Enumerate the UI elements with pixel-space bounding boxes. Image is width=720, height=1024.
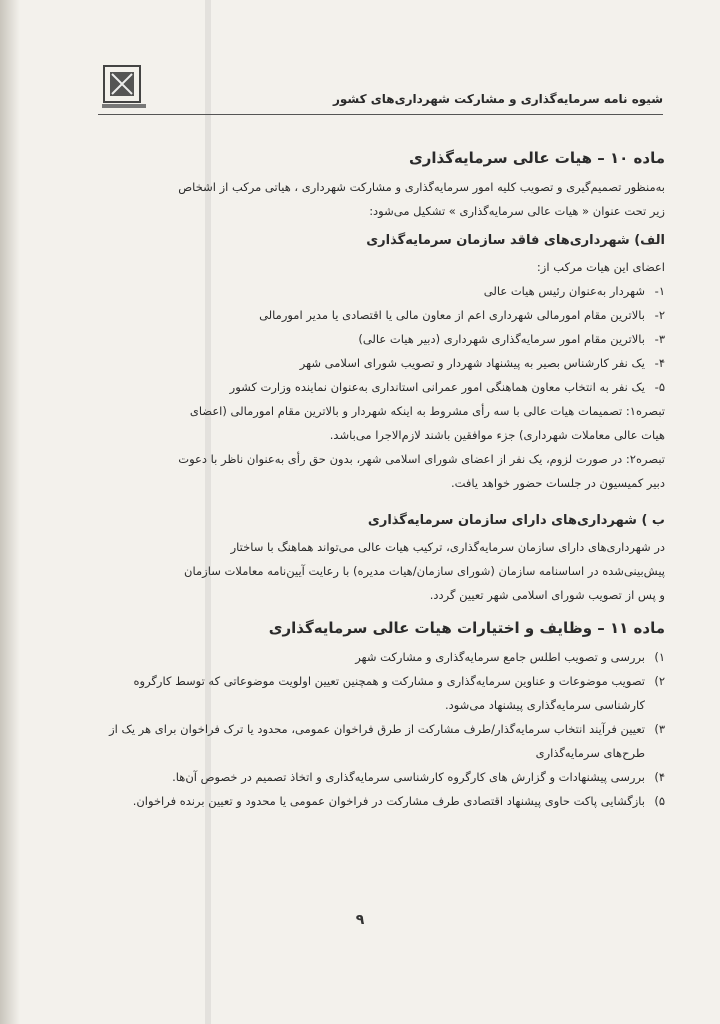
list-item-text: شهردار به‌عنوان رئیس هیات عالی <box>483 284 645 298</box>
header-title: شیوه نامه سرمایه‌گذاری و مشارکت شهرداری‌های کشور <box>332 92 663 106</box>
list-item-number: ۱- <box>654 284 665 298</box>
list-item-number: ۳) <box>654 722 665 736</box>
list-item <box>95 765 665 789</box>
article-10-intro-line-1: به‌منظور تصمیم‌گیری و تصویب کلیه امور سرمایه‌گذاری و مشارکت شهرداری ، هیاتی مرکب از اشخاص <box>178 180 665 194</box>
list-item-text: یک نفر به انتخاب معاون هماهنگی امور عمرانی استانداری به‌عنوان نماینده وزارت کشور <box>229 380 645 394</box>
duties-list <box>95 645 665 813</box>
note-2-line-1: تبصره۲: در صورت لزوم، یک نفر از اعضای شورای اسلامی شهر، بدون حق رأی به‌عنوان ناظر با دعوت <box>178 452 665 466</box>
list-item-text: بررسی پیشنهادات و گزارش های کارگروه کارشناسی سرمایه‌گذاری و اتخاذ تصمیم در خصوص آن‌ها. <box>172 770 645 784</box>
list-item <box>95 789 665 813</box>
members-intro: اعضای این هیات مرکب از: <box>536 260 665 274</box>
spacer <box>95 495 665 503</box>
page-number: ۹ <box>355 912 365 928</box>
list-item-text: بالاترین مقام امورمالی شهرداری اعم از معاون مالی یا اقتصادی یا مدیر امورمالی <box>259 308 645 322</box>
note-1-line-2: هیات عالی معاملات شهرداری) جزء موافقین باشند لازم‌الاجرا می‌باشد. <box>329 428 665 442</box>
list-item-text: بررسی و تصویب اطلس جامع سرمایه‌گذاری و مشارکت شهر <box>355 650 645 664</box>
note-1-line-1: تبصره۱: تصمیمات هیات عالی با سه رأی مشروط به اینکه شهردار و بالاترین مقام امورمالی (اعضای <box>189 404 665 418</box>
members-list <box>95 279 665 399</box>
list-item-number: ۳- <box>654 332 665 346</box>
header-divider <box>98 114 663 115</box>
list-item <box>95 375 665 399</box>
list-item-number: ۵) <box>654 794 665 808</box>
section-a-title: الف) شهرداری‌های فاقد سازمان سرمایه‌گذاری <box>366 233 665 248</box>
list-item-number: ۵- <box>654 380 665 394</box>
list-item-number: ۲) <box>654 674 665 688</box>
note-2-line-2: دبیر کمیسیون در جلسات حضور خواهد یافت. <box>450 476 665 490</box>
list-item-text: تصویب موضوعات و عناوین سرمایه‌گذاری و مشارکت و همچنین تعیین اولویت موضوعاتی که توسط کارگروه کارشناسی سرمایه‌گذاری پیشنهاد می‌شود. <box>133 674 645 712</box>
list-item-number: ۲- <box>654 308 665 322</box>
list-item-number: ۱) <box>654 650 665 664</box>
list-item-text: بازگشایی پاکت حاوی پیشنهاد اقتصادی طرف مشارکت در فراخوان عمومی یا محدود و تعیین برنده فراخوان. <box>132 794 645 808</box>
article-11-title: ماده ۱۱ – وظایف و اختیارات هیات عالی سرمایه‌گذاری <box>268 619 665 637</box>
municipality-logo <box>98 62 150 114</box>
list-item-text: تعیین فرآیند انتخاب سرمایه‌گذار/طرف مشارکت از طرق فراخوان عمومی، محدود یا ترک فراخوان برای هر یک از طرح‌های سرمایه‌گذاری <box>109 722 645 760</box>
section-b-line-3: و پس از تصویب شورای اسلامی شهر تعیین گردد. <box>429 588 665 602</box>
list-item-text: بالاترین مقام امور سرمایه‌گذاری شهرداری (دبیر هیات عالی) <box>358 332 645 346</box>
article-10-intro-line-2: زیر تحت عنوان « هیات عالی سرمایه‌گذاری » تشکیل می‌شود: <box>369 204 665 218</box>
list-item <box>95 279 665 303</box>
list-item-number: ۴) <box>654 770 665 784</box>
spacer <box>95 607 665 615</box>
list-item-number: ۴- <box>654 356 665 370</box>
page-header <box>98 62 663 122</box>
section-b-line-1: در شهرداری‌های دارای سازمان سرمایه‌گذاری، ترکیب هیات عالی می‌تواند هماهنگ با ساختار <box>230 540 665 554</box>
section-b-line-2: پیش‌بینی‌شده در اساسنامه سازمان (شورای سازمان/هیات مدیره) با رعایت آیین‌نامه معاملات سازمان <box>184 564 665 578</box>
section-b-title: ب ) شهرداری‌های دارای سازمان سرمایه‌گذاری <box>367 513 665 528</box>
list-item <box>95 717 665 765</box>
list-item <box>95 303 665 327</box>
list-item-text: یک نفر کارشناس بصیر به پیشنهاد شهردار و تصویب شورای اسلامی شهر <box>299 356 645 370</box>
list-item <box>95 327 665 351</box>
list-item <box>95 351 665 375</box>
document-body <box>95 145 665 813</box>
article-10-title: ماده ۱۰ – هیات عالی سرمایه‌گذاری <box>409 149 665 167</box>
list-item <box>95 645 665 669</box>
list-item <box>95 669 665 717</box>
